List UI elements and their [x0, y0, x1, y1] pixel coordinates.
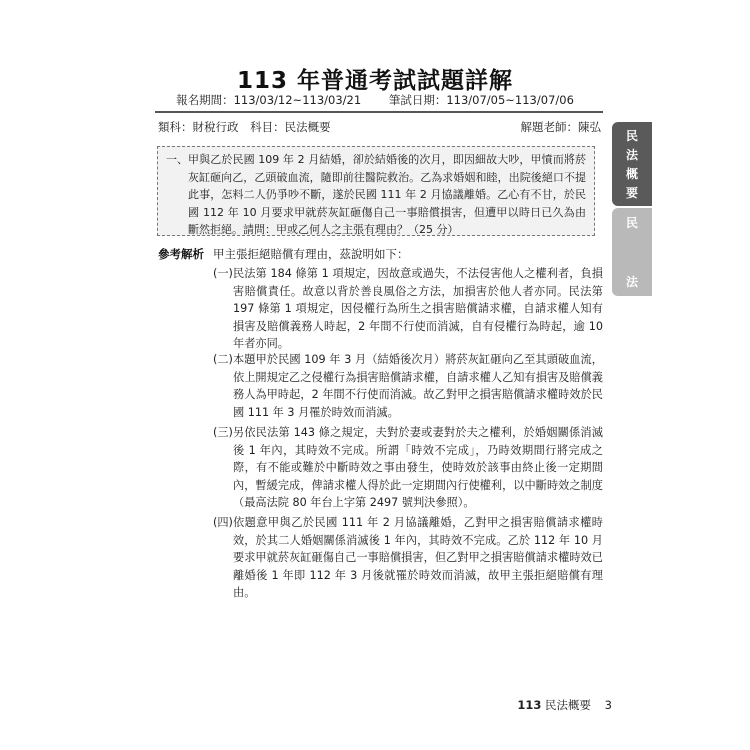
tab-char: 民: [625, 216, 638, 230]
analysis-point-4: [213, 514, 603, 602]
question-text: 甲與乙於民國 109 年 2 月結婚，卻於結婚後的次月，即因細故大吵，甲憤而將菸灰缸砸向乙，乙頭破血流，隨即前往醫院救治。乙為求婚姻和睦，出院後絕口不提此事，怎料二人仍爭吵不斷，遂於民國 111 年 2 月協議離婚。乙心有不甘，於民國 112 年 10 月要求甲就菸灰缸砸傷自己一事賠償損害，但遭甲以時日已久為由斷然拒絕。請問：甲或乙何人之主張有理由？（25 分）: [188, 153, 586, 237]
exam-dates: [0, 92, 750, 108]
category: 類科：財稅行政: [158, 120, 239, 134]
footer-book-number: 113: [517, 698, 542, 712]
point-text: 另依民法第 143 條之規定，夫對於妻或妻對於夫之權利，於婚姻關係消滅後 1 年內，其時效不完成。所謂「時效不完成」，乃時效期間行將完成之際，有不能或難於中斷時效之事由發生，使時效於該事由終止後一定期間內，暫緩完成，俾請求權人得於此一定期間內行使權利，以中斷時效之制度（最高法院 80 年台上字第 2497 號判決參照）。: [233, 426, 603, 510]
point-text: 民法第 184 條第 1 項規定，因故意或過失，不法侵害他人之權利者，負損害賠償責任。故意以背於善良風俗之方法，加損害於他人者亦同。民法第 197 條第 1 項規定，因侵權行為所生之損害賠償請求權，自請求權人知有損害及賠償義務人時起，2 年間不行使而消滅，自有侵權行為時起，逾 10 年者亦同。: [233, 267, 603, 351]
point-number: (二): [213, 353, 233, 366]
registration-period: 報名期間：113/03/12~113/03/21: [176, 93, 362, 107]
question-number: 一、: [166, 153, 188, 166]
point-text: 依題意甲與乙於民國 111 年 2 月協議離婚，乙對甲之損害賠償請求權時效，於其二人婚姻關係消滅後 1 年內，其時效不完成。乙於 112 年 10 月要求甲就菸灰缸砸傷自己一事賠償損害，但乙對甲之損害賠償請求權時效已離婚後 1 年即 112 年 3 月後就罹於時效而消滅，故甲主張拒絕賠償有理由。: [233, 516, 603, 600]
footer-book-title: 民法概要: [545, 698, 592, 712]
analysis-label: 參考解析: [158, 247, 204, 261]
tab-char: 法: [625, 148, 638, 162]
exam-date: 筆試日期：113/07/05~113/07/06: [388, 93, 574, 107]
page-number: 3: [604, 698, 612, 712]
tab-char: 民: [625, 129, 638, 143]
point-number: (三): [213, 426, 233, 439]
analysis-point-3: [213, 424, 603, 512]
point-text: 本題甲於民國 109 年 3 月（結婚後次月）將菸灰缸砸向乙至其頭破血流，依上開規定乙之侵權行為損害賠償請求權，自請求權人乙知有損害及賠償義務人為甲時起，2 年間不行使而消滅。故乙對甲之損害賠償請求權時效於民國 111 年 3 月罹於時效而消滅。: [233, 353, 603, 419]
header-divider: [155, 111, 603, 113]
tab-char: 法: [625, 275, 638, 289]
point-number: (一): [213, 267, 233, 280]
tab-char: 概: [625, 167, 638, 181]
side-tab-civil-law[interactable]: [612, 208, 652, 296]
meta-row: [158, 119, 601, 135]
question-box: [157, 146, 595, 236]
analysis-intro: 甲主張拒絕賠償有理由，茲說明如下：: [213, 247, 409, 261]
side-tab-civil-law-summary[interactable]: [612, 122, 652, 206]
subject: 科目：民法概要: [250, 120, 331, 134]
point-number: (四): [213, 516, 233, 529]
analysis-point-2: [213, 351, 603, 421]
teacher: 解題老師：陳弘: [520, 120, 601, 134]
page-footer: [517, 697, 612, 713]
analysis-point-1: [213, 265, 603, 353]
page-title: 113 年普通考試試題詳解: [236, 68, 514, 94]
tab-char: 要: [625, 186, 638, 200]
